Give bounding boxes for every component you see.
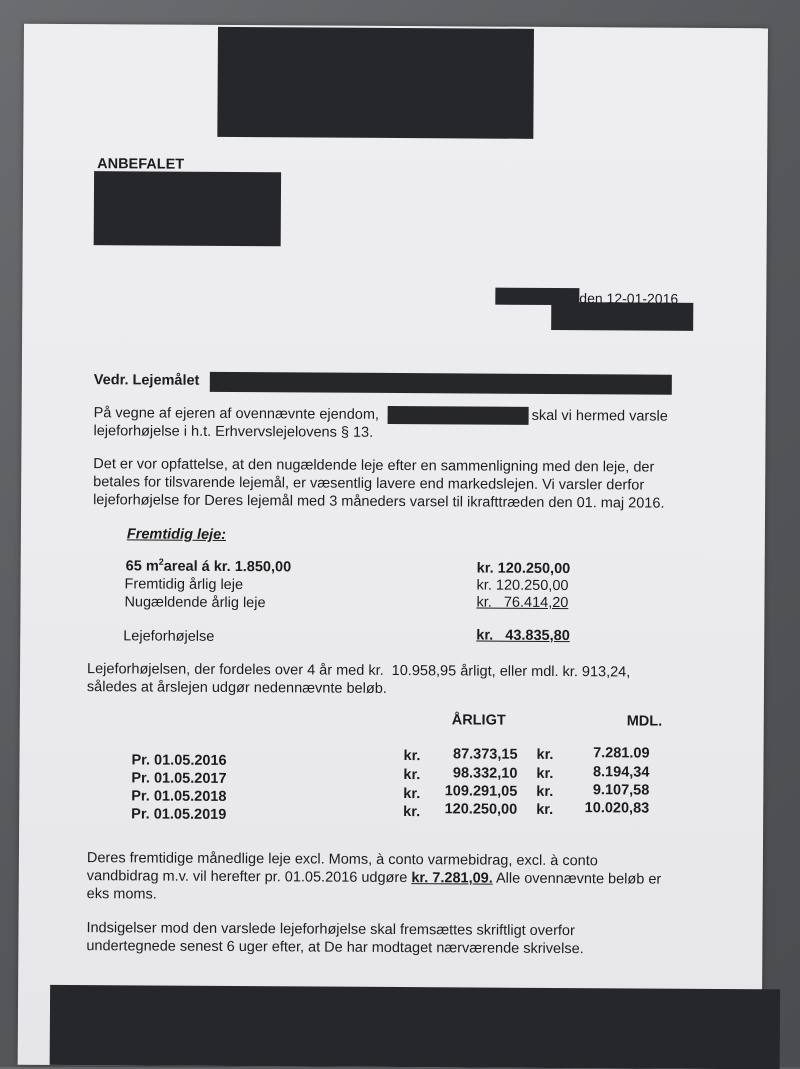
schedule-row-currency: kr.: [403, 767, 421, 784]
monthly-rent-amount: kr. 7.281,09.: [411, 870, 493, 887]
intro-line-1a: På vegne af ejeren af ovennævnte ejendom,: [93, 405, 380, 423]
schedule-row-monthly: 7.281.09: [593, 745, 650, 762]
para4-line-1: Deres fremtidige månedlige leje excl. Moms, à conto varmebidrag, excl. à conto: [86, 850, 598, 870]
schedule-row-currency: kr.: [536, 765, 554, 782]
schedule-row-currency: kr.: [536, 746, 554, 763]
column-annual: ÅRLIGT: [451, 712, 506, 729]
redacted-letterhead: [217, 27, 534, 139]
annual-rent-value: kr. 120.250,00: [476, 577, 569, 595]
future-rent-heading: Fremtidig leje:: [126, 526, 227, 543]
schedule-row-date: Pr. 01.05.2016: [131, 752, 227, 769]
para3-line-1: Lejeforhøjelsen, der fordeles over 4 år med kr. 10.958,95 årligt, eller mdl. kr. 913,24,: [87, 661, 631, 681]
intro-line-1b: skal vi hermed varsle: [531, 407, 668, 425]
current-rent-value: kr. 76.414,20: [476, 594, 569, 612]
schedule-row-monthly: 8.194,34: [592, 764, 650, 781]
annual-rent-label: Fremtidig årlig leje: [124, 576, 244, 594]
schedule-row-currency: kr.: [403, 804, 421, 821]
letter-page: [18, 24, 768, 1069]
redacted-recipient: [94, 171, 281, 246]
schedule-row-annual: 98.332,10: [452, 765, 518, 782]
para2-line-3: lejeforhøjelse for Deres lejemål med 3 måneders varsel til ikrafttræden den 01. maj 2016.: [93, 492, 665, 512]
para5-line-2: undertegnede senest 6 uger efter, at De har modtaget nærværende skrivelse.: [86, 938, 584, 958]
increase-label: Lejeforhøjelse: [123, 628, 215, 645]
schedule-row-currency: kr.: [536, 801, 554, 818]
schedule-row-monthly: 9.107,58: [592, 782, 650, 799]
redacted-property: [210, 372, 672, 395]
area-line: 65 $m^2areal$ á kr. 1.850,00: [125, 556, 292, 576]
increase-value: kr. 43.835,80: [476, 627, 570, 645]
intro-line-2: lejeforhøjelse i h.t. Erhvervslejelovens § 13.: [93, 423, 374, 441]
para4-line-3: eks moms.: [86, 886, 157, 903]
redacted-owner: [388, 406, 529, 425]
schedule-row-monthly: 10.020,83: [584, 800, 650, 817]
para4-line-2: vandbidrag m.v. vil herefter pr. 01.05.2016 udgøre kr. 7.281,09. Alle ovennævnte beløb er: [86, 868, 662, 888]
para2-line-2: betales for tilsvarende lejemål, er væsentlig lavere end markedslejen. Vi varsler derfor: [93, 474, 645, 494]
schedule-row-date: Pr. 01.05.2019: [131, 806, 227, 823]
para2-line-1: Det er vor opfattelse, at den nugældende leje efter en sammenligning med den leje, der: [93, 456, 655, 476]
schedule-row-date: Pr. 01.05.2018: [131, 788, 227, 805]
column-monthly: MDL.: [626, 713, 663, 730]
schedule-row-currency: kr.: [536, 783, 554, 800]
schedule-row-currency: kr.: [403, 786, 421, 803]
para3-line-2: således at årslejen udgør nedennævnte beløb.: [86, 679, 387, 697]
schedule-row-annual: 120.250,00: [444, 801, 518, 818]
schedule-row-currency: kr.: [403, 748, 421, 765]
area-value: kr. 120.250,00: [476, 560, 571, 578]
subject-line: Vedr. Lejemålet: [93, 372, 200, 389]
para5-line-1: Indsigelser mod den varslede lejeforhøjelse skal fremsættes skriftligt overfor: [86, 920, 575, 940]
schedule-row-annual: 87.373,15: [452, 746, 518, 763]
registered-mail-label: ANBEFALET: [97, 156, 185, 173]
redacted-signature: [50, 985, 780, 1069]
schedule-row-annual: 109.291,05: [444, 783, 518, 800]
current-rent-label: Nugældende årlig leje: [124, 594, 266, 612]
letter-date: den 12-01-2016: [579, 290, 679, 307]
schedule-row-date: Pr. 01.05.2017: [131, 770, 227, 787]
